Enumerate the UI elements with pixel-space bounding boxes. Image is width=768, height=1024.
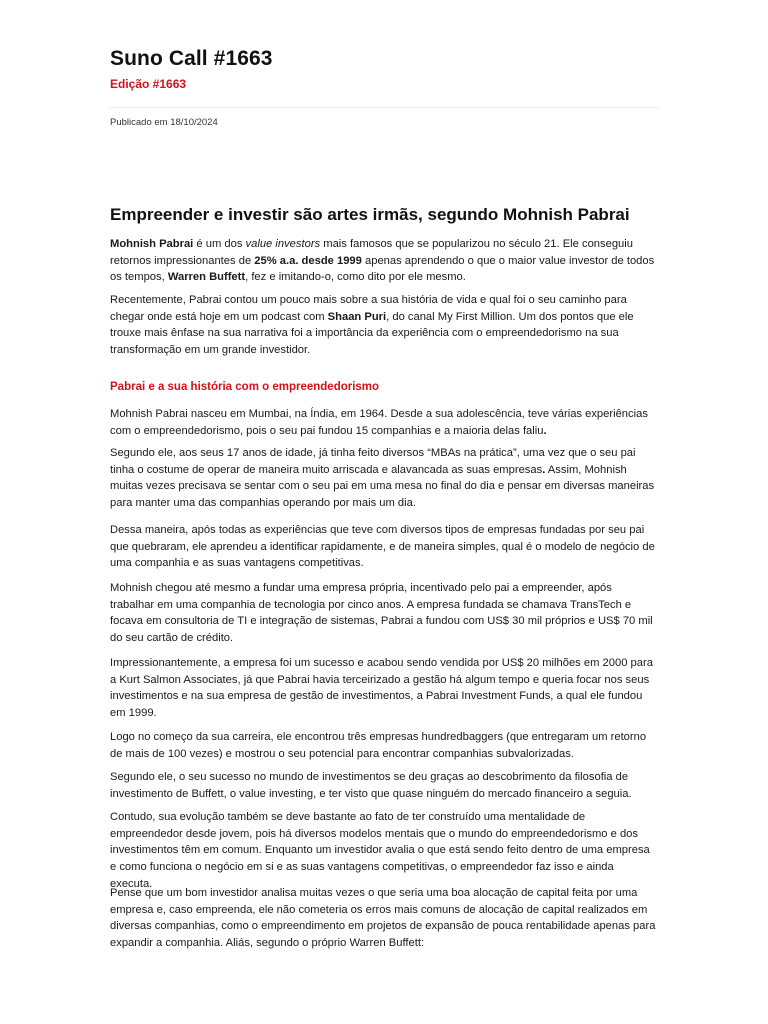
article-title: Empreender e investir são artes irmãs, segundo Mohnish Pabrai (110, 205, 630, 224)
italic-value-investors: value investors (245, 238, 321, 250)
published-date: Publicado em 18/10/2024 (110, 117, 218, 128)
section-heading: Pabrai e a sua história com o empreendedorismo (110, 381, 380, 393)
bold-name-buffett: Warren Buffett (167, 271, 246, 284)
paragraph-2 (110, 292, 658, 359)
paragraph-11: Pense que um bom investidor analisa muitas vezes o que seria uma boa alocação de capital feita por uma empresa e, caso empreenda, ele não cometeria os erros mais comuns de alocação de capital realizados em diversas companhias, como o empreendimento em projetos de expansão de pouca rentabilidade apenas para expandir a companhia. Aliás, segundo o próprio Warren Buffett: (110, 887, 656, 950)
bold-name-shaan-puri: Shaan Puri (327, 310, 387, 323)
text-span: Assim, Mohnish muitas vezes precisava se sentar com o seu pai em uma mesa no final do dia e pensar em diversas maneiras para manter uma das companhias operando por mais um dia. (110, 463, 655, 510)
paragraph-7: Impressionantemente, a empresa foi um sucesso e acabou sendo vendida por US$ 20 milhões em 2000 para a Kurt Salmon Associates, já que Pabrai havia terceirizado a gestão há algum tempo e queria focar nos seus investimentos e na sua empresa de gestão de investimentos, a Pabrai Investment Funds, a qual ele fundou em 1999. (110, 657, 653, 720)
paragraph-8: Logo no começo da sua carreira, ele encontrou três empresas hundredbaggers (que entregaram um retorno de mais de 100 vezes) e mostrou o seu potencial para encontrar companhias subvalorizadas. (110, 731, 647, 760)
header-divider (110, 107, 658, 108)
bold-name-pabrai: Mohnish Pabrai (110, 238, 194, 250)
text-span: Mohnish Pabrai nasceu em Mumbai, na Índia, em 1964. Desde a sua adolescência, teve várias experiências com o empreendedorismo, pois o seu pai fundou 15 companhias e a maioria delas faliu (110, 408, 648, 437)
text-span: , fez e imitando-o, como dito por ele mesmo. (245, 271, 466, 284)
bold-period: . (543, 424, 547, 437)
text-span: Segundo ele, aos seus 17 anos de idade, já tinha feito diversos “MBAs na prática”, uma vez que o seu pai tinha o costume de operar de maneira muito arriscada e alavancada as suas empresas (110, 447, 636, 476)
bold-return-rate: 25% a.a. desde 1999 (254, 254, 362, 267)
paragraph-6: Mohnish chegou até mesmo a fundar uma empresa própria, incentivado pelo pai a empreender, após trabalhar em uma companhia de tecnologia por cinco anos. A empresa fundada se chamava TransTech e focava em consultoria de TI e integração de sistemas, Pabrai a fundou com US$ 30 mil próprios e US$ 70 mil do seu cartão de crédito. (110, 582, 653, 645)
paragraph-4 (110, 445, 658, 512)
paragraph-5: Dessa maneira, após todas as experiências que teve com diversos tipos de empresas fundadas por seu pai que quebraram, ele aprendeu a identificar rapidamente, e de maneira simples, qual é o modelo de negócio de uma companhia e as suas vantagens competitivas. (110, 524, 655, 570)
page-title: Suno Call #1663 (110, 47, 273, 70)
text-span: é um dos (193, 238, 246, 250)
paragraph-3 (110, 406, 658, 439)
text-span: mais famosos que se popularizou no século 21. Ele conseguiu retornos impressionantes de (110, 238, 633, 267)
paragraph-10: Contudo, sua evolução também se deve bastante ao fato de ter construído uma mentalidade de empreendedor desde jovem, pois há diversos modelos mentais que o mundo do empreendedorismo e dos investimentos têm em comum. Enquanto um investidor avalia o que está sendo feito dentro de uma empresa e como funciona o negócio em si e as suas vantagens competitivas, o empreendedor faz isso e ainda executa. (110, 811, 650, 890)
text-span: , do canal My First Million. Um dos pontos que ele trouxe mais ênfase na sua narrativa foi a importância da experiência com o empreendedorismo na sua transformação em um grande investidor. (110, 310, 634, 357)
paragraph-9: Segundo ele, o seu sucesso no mundo de investimentos se deu graças ao descobrimento da filosofia de investimento de Buffett, o value investing, e ter visto que quase ninguém do mercado financeiro a seguia. (110, 771, 632, 800)
edition-label: Edição #1663 (110, 77, 187, 91)
paragraph-1 (110, 236, 658, 286)
text-span: Recentemente, Pabrai contou um pouco mais sobre a sua história de vida e qual foi o seu caminho para chegar onde está hoje em um podcast com (110, 294, 627, 323)
bold-period: . (542, 463, 546, 476)
text-span: apenas aprendendo o que o maior value investor de todos os tempos, (110, 254, 655, 284)
